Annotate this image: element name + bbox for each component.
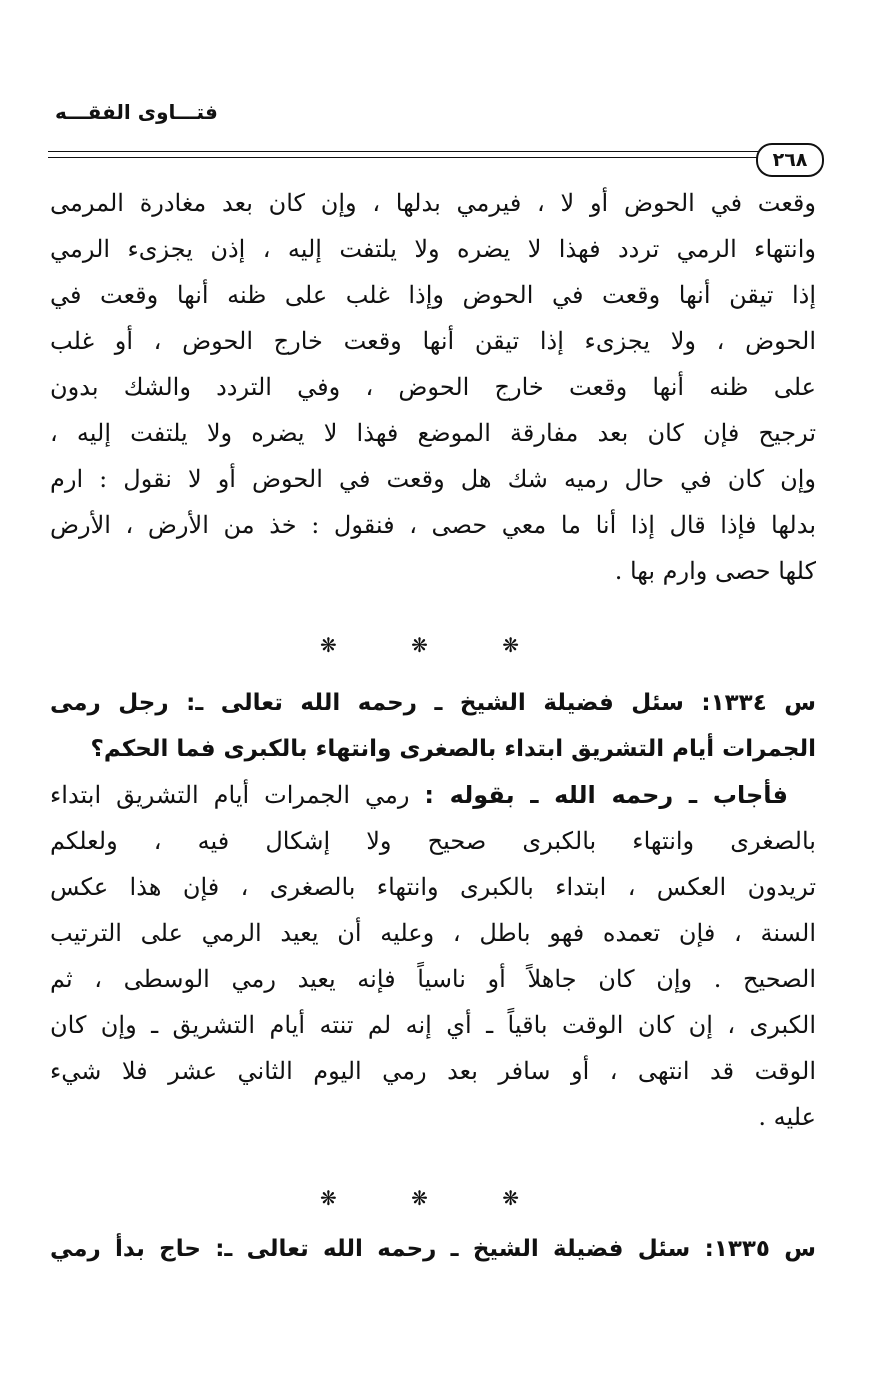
text-line: السنة ، فإن تعمده فهو باطل ، وعليه أن يعيد الرمي على الترتيب: [50, 919, 816, 947]
text-line: الكبرى ، إن كان الوقت باقياً ـ أي إنه لم تنته أيام التشريق ـ وإن كان: [50, 1011, 816, 1039]
answer-1334: [50, 772, 816, 1140]
text-line: الوقت قد انتهى ، أو سافر بعد رمي اليوم الثاني عشر فلا شيء: [50, 1057, 816, 1085]
answer-first-line-text: رمي الجمرات أيام التشريق ابتداء: [50, 781, 425, 809]
question-line: الجمرات أيام التشريق ابتداء بالصغرى وانتهاء بالكبرى فما الحكم؟: [90, 736, 816, 762]
question-1335: [50, 1226, 816, 1272]
text-line: الحوض ، ولا يجزىء إذا تيقن أنها وقعت خارج الحوض ، أو غلب: [50, 327, 816, 355]
question-line: س ١٣٣٤: سئل فضيلة الشيخ ـ رحمه الله تعالى ـ: رجل رمى: [50, 690, 816, 716]
question-line: س ١٣٣٥: سئل فضيلة الشيخ ـ رحمه الله تعالى ـ: حاج بدأ رمي: [50, 1236, 816, 1262]
page-number: ٢٦٨: [756, 143, 824, 177]
answer-first-line: [50, 772, 816, 818]
text-line: وإن كان في حال رميه شك هل وقعت في الحوض أو لا نقول : ارم: [50, 465, 816, 493]
text-line: تريدون العكس ، ابتداء بالكبرى وانتهاء بالصغرى ، فإن هذا عكس: [50, 873, 816, 901]
text-line: على ظنه أنها وقعت خارج الحوض ، وفي التردد والشك بدون: [50, 373, 816, 401]
running-title: فتـــاوى الفقـــه: [55, 100, 218, 124]
text-line: عليه .: [758, 1103, 816, 1131]
text-line: ترجيح فإن كان بعد مفارقة الموضع فهذا لا يضره ولا يلتفت إليه ،: [50, 419, 816, 447]
section-separator: ❋ ❋ ❋: [320, 633, 553, 657]
text-line: كلها حصى وارم بها .: [614, 557, 816, 585]
header-rule-top: [48, 151, 758, 152]
section-separator: ❋ ❋ ❋: [320, 1186, 553, 1210]
question-1334: [50, 680, 816, 772]
paragraph-continuation: [50, 180, 816, 594]
text-line: وانتهاء الرمي تردد فهذا لا يضره ولا يلتفت إليه ، إذن يجزىء الرمي: [50, 235, 816, 263]
answer-lead: فأجاب ـ رحمه الله ـ بقوله :: [424, 781, 788, 809]
text-line: وقعت في الحوض أو لا ، فيرمي بدلها ، وإن كان بعد مغادرة المرمى: [50, 189, 816, 217]
text-line: إذا تيقن أنها وقعت في الحوض وإذا غلب على ظنه أنها وقعت في: [50, 281, 816, 309]
text-line: بدلها فإذا قال إذا أنا ما معي حصى ، فنقول : خذ من الأرض ، الأرض: [50, 511, 816, 539]
text-line: الصحيح . وإن كان جاهلاً أو ناسياً فإنه يعيد رمي الوسطى ، ثم: [50, 965, 816, 993]
header-rule-bottom: [48, 157, 758, 158]
text-line: بالصغرى وانتهاء بالكبرى صحيح ولا إشكال فيه ، ولعلكم: [50, 827, 816, 855]
